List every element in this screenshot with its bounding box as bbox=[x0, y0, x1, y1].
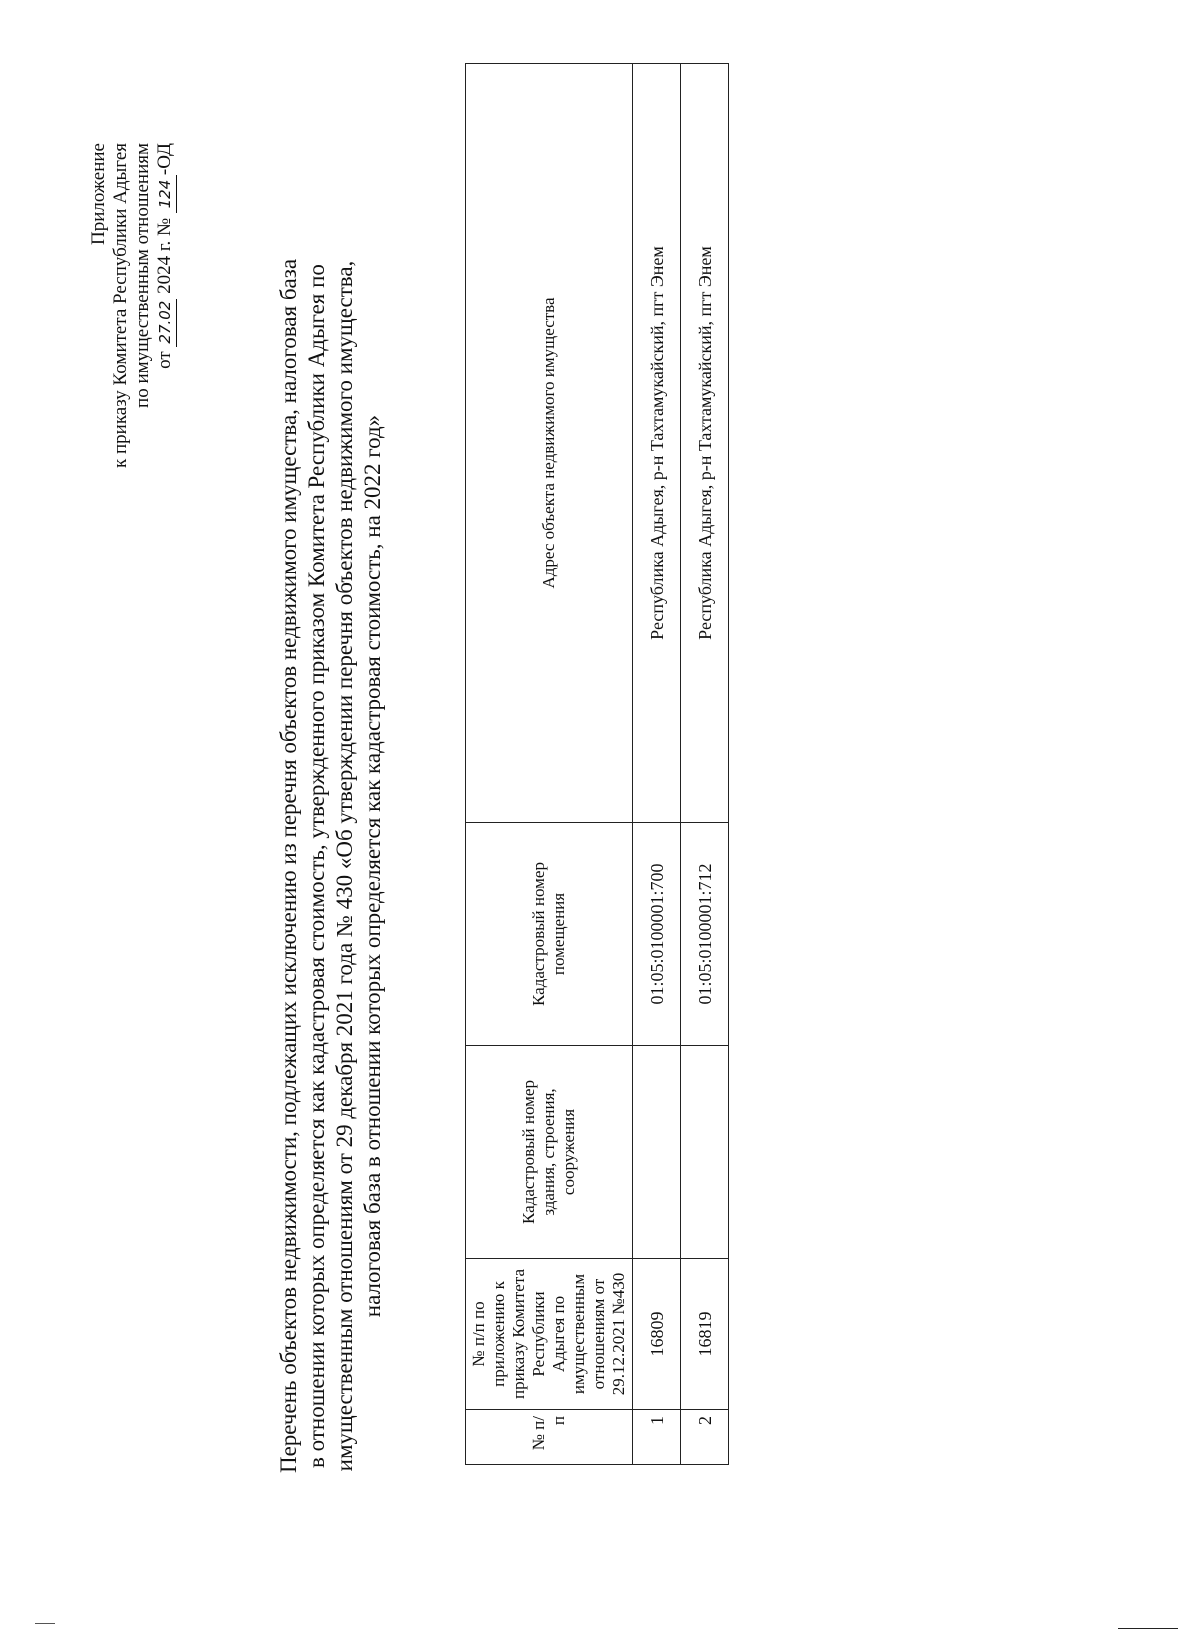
handwritten-number: 124 bbox=[154, 175, 177, 213]
appendix-line-3: по имущественным отношениям bbox=[132, 143, 153, 408]
cell-address: Республика Адыгея, р-н Тахтамукайский, пгт Энем bbox=[681, 64, 729, 823]
cell-number: 2 bbox=[681, 1410, 729, 1465]
scan-mark bbox=[35, 1623, 55, 1624]
table-header-row bbox=[466, 64, 633, 1465]
cell-building-cadastral bbox=[681, 1046, 729, 1259]
appendix-line-4 bbox=[154, 143, 177, 468]
appendix-line-2: к приказу Комитета Республики Адыгея bbox=[110, 143, 131, 468]
year-label: 2024 г. № bbox=[154, 217, 175, 294]
header-number: № п/п bbox=[466, 1410, 633, 1465]
cell-reference-number: 16819 bbox=[681, 1259, 729, 1410]
cell-address: Республика Адыгея, р-н Тахтамукайский, пгт Энем bbox=[633, 64, 681, 823]
cell-number: 1 bbox=[633, 1410, 681, 1465]
handwritten-date: 27.02 bbox=[154, 299, 177, 347]
table-row bbox=[633, 64, 681, 1465]
appendix-header bbox=[88, 143, 177, 468]
cell-room-cadastral: 01:05:0100001:712 bbox=[681, 823, 729, 1046]
order-suffix: -ОД bbox=[154, 143, 175, 176]
from-label: от bbox=[154, 351, 175, 369]
appendix-line-1: Приложение bbox=[88, 143, 109, 245]
header-reference-number: № п/п по приложению к приказу Комитета Республики Адыгея по имущественным отношениям от 29.12.2021 №430 bbox=[466, 1259, 633, 1410]
header-address: Адрес объекта недвижимого имущества bbox=[466, 64, 633, 823]
table-row bbox=[681, 64, 729, 1465]
header-room-cadastral: Кадастровый номер помещения bbox=[466, 823, 633, 1046]
header-building-cadastral: Кадастровый номер здания, строения, сооружения bbox=[466, 1046, 633, 1259]
cell-reference-number: 16809 bbox=[633, 1259, 681, 1410]
cell-building-cadastral bbox=[633, 1046, 681, 1259]
scan-mark bbox=[1118, 1628, 1178, 1629]
cell-room-cadastral: 01:05:0100001:700 bbox=[633, 823, 681, 1046]
objects-table bbox=[465, 63, 729, 1465]
document-title: Перечень объектов недвижимости, подлежащих исключению из перечня объектов недвижимого имущества, налоговая база в отношении которых определяется как кадастровая стоимость, утвержденного приказом Комитета Республики Адыгея по имущественным отношениям от 29 декабря 2021 года № 430 «Об утверждении перечня объектов недвижимого имущества, налоговая база в отношении которых определяется как кадастровая стоимость, на 2022 год» bbox=[276, 258, 385, 1474]
